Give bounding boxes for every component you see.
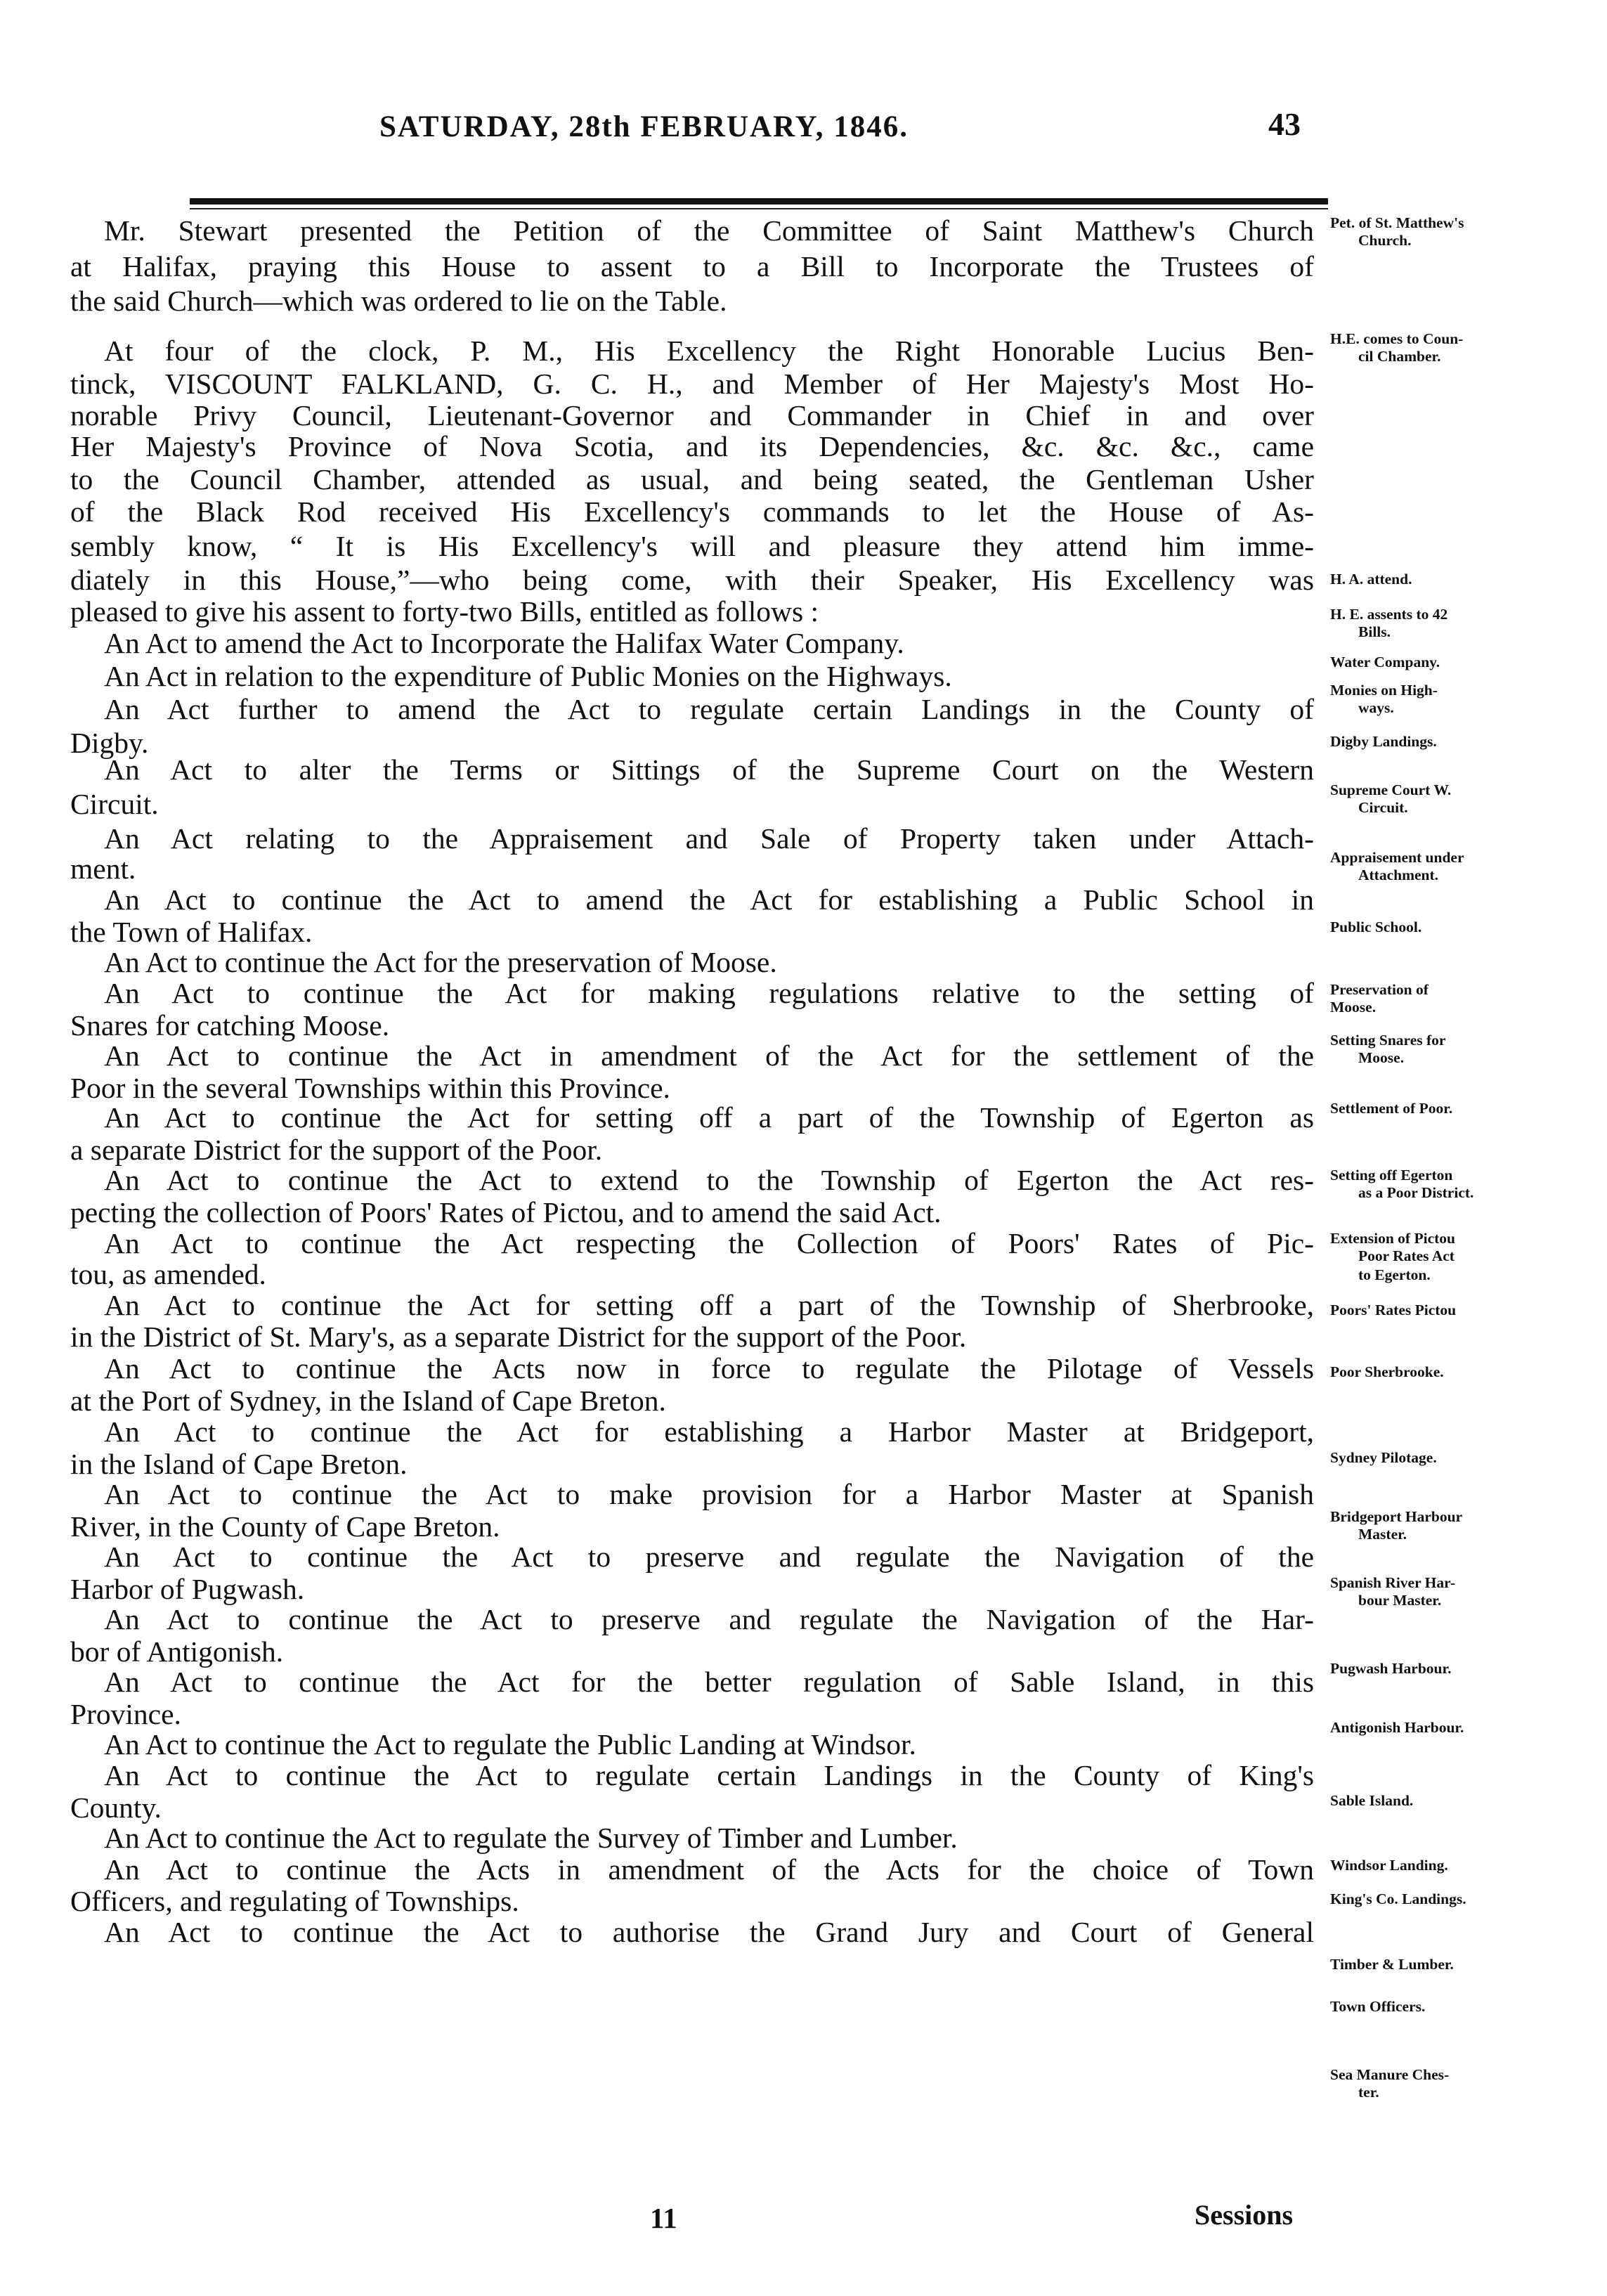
text-line: An Act in relation to the expenditure of Public Monies on the Highways.: [104, 660, 952, 692]
text-line: An Act to continue the Act to preserve and regulate the Navigation of the: [104, 1541, 1314, 1573]
margin-note: [1330, 849, 1541, 884]
text-line: An Act to continue the Act to authorise the Grand Jury and Court of General: [104, 1916, 1314, 1948]
text-line: diately in this House,”—who being come, with their Speaker, His Excellency was: [70, 564, 1314, 596]
margin-note-line: Church.: [1358, 232, 1412, 249]
margin-note: [1330, 1890, 1541, 1908]
text-line: at the Port of Sydney, in the Island of Cape Breton.: [70, 1384, 666, 1417]
margin-note-line: Poors' Rates Pictou: [1330, 1302, 1457, 1318]
text-line: An Act to continue the Act to regulate the Survey of Timber and Lumber.: [104, 1822, 958, 1854]
margin-note: [1330, 1449, 1541, 1467]
signature-mark: 11: [650, 2202, 677, 2234]
margin-note-line: Moose.: [1358, 1049, 1405, 1066]
margin-note-line: Settlement of Poor.: [1330, 1100, 1453, 1117]
margin-note-line: Setting off Egerton: [1330, 1167, 1453, 1183]
text-line: Digby.: [70, 727, 149, 759]
margin-note-line: Bills.: [1358, 623, 1391, 640]
margin-note-line: Pugwash Harbour.: [1330, 1660, 1452, 1677]
text-line: Her Majesty's Province of Nova Scotia, and its Dependencies, &c. &c. &c., came: [70, 430, 1314, 462]
margin-note: [1330, 1719, 1541, 1737]
margin-note: [1330, 1032, 1541, 1067]
text-line: pecting the collection of Poors' Rates of Pictou, and to amend the said Act.: [70, 1196, 942, 1228]
text-line: sembly know, “ It is His Excellency's will and pleasure they attend him imme-: [70, 530, 1314, 562]
text-line: ment.: [70, 852, 136, 885]
margin-note: [1330, 1100, 1541, 1117]
margin-note: [1330, 1574, 1541, 1609]
margin-note-line: bour Master.: [1358, 1592, 1442, 1609]
text-line: bor of Antigonish.: [70, 1635, 284, 1668]
text-line: Province.: [70, 1698, 181, 1730]
text-line: An Act to continue the Act for setting off a part of the Township of Sherbrooke,: [104, 1289, 1314, 1321]
margin-note-line: Spanish River Har-: [1330, 1574, 1455, 1591]
margin-note-line: Pet. of St. Matthew's: [1330, 214, 1464, 231]
margin-note: [1330, 1363, 1541, 1381]
text-line: An Act further to amend the Act to regulate certain Landings in the County of: [104, 693, 1314, 725]
margin-note: [1330, 654, 1541, 671]
margin-note-line: Preservation of: [1330, 981, 1429, 998]
margin-note-line: Attachment.: [1358, 867, 1439, 883]
text-line: to the Council Chamber, attended as usual, and being seated, the Gentleman Usher: [70, 463, 1314, 495]
margin-note: [1330, 1302, 1541, 1319]
margin-note-line: ter.: [1358, 2084, 1379, 2101]
text-line: An Act to continue the Act for the preservation of Moose.: [104, 946, 777, 978]
margin-note-line: Monies on High-: [1330, 682, 1438, 699]
text-line: An Act to continue the Act to extend to the Township of Egerton the Act res-: [104, 1164, 1314, 1196]
margin-note: [1330, 1660, 1541, 1678]
text-line: a separate District for the support of the Poor.: [70, 1134, 603, 1166]
text-line: An Act to continue the Acts in amendment of the Acts for the choice of Town: [104, 1853, 1314, 1886]
margin-note: [1330, 571, 1541, 588]
margin-note-line: Sea Manure Ches-: [1330, 2066, 1450, 2083]
margin-note-line: Timber & Lumber.: [1330, 1956, 1454, 1973]
margin-note-line: Public School.: [1330, 919, 1422, 935]
margin-note-line: H. A. attend.: [1330, 571, 1412, 588]
text-line: pleased to give his assent to forty-two Bills, entitled as follows :: [70, 595, 819, 628]
text-line: tinck, VISCOUNT FALKLAND, G. C. H., and Member of Her Majesty's Most Ho-: [70, 368, 1314, 400]
margin-note: [1330, 1167, 1541, 1202]
margin-note-line: King's Co. Landings.: [1330, 1890, 1466, 1907]
text-line: Harbor of Pugwash.: [70, 1573, 305, 1605]
text-line: An Act to continue the Act for making regulations relative to the setting of: [104, 977, 1314, 1009]
text-line: An Act to continue the Act to regulate certain Landings in the County of King's: [104, 1759, 1314, 1791]
margin-note: [1330, 1230, 1541, 1265]
margin-note-line: Master.: [1358, 1526, 1407, 1543]
margin-note: [1330, 330, 1541, 365]
text-line: in the Island of Cape Breton.: [70, 1448, 408, 1480]
text-line: An Act to continue the Act for setting off a part of the Township of Egerton as: [104, 1101, 1314, 1134]
text-line: the said Church—which was ordered to lie on the Table.: [70, 285, 727, 317]
text-line: An Act to continue the Act for establishing a Harbor Master at Bridgeport,: [104, 1415, 1314, 1448]
text-line: An Act to continue the Act respecting the Collection of Poors' Rates of Pic-: [104, 1227, 1314, 1259]
margin-note: [1330, 981, 1541, 1016]
text-line: Circuit.: [70, 788, 159, 820]
margin-note: [1330, 606, 1541, 641]
margin-note-line: Setting Snares for: [1330, 1032, 1446, 1049]
margin-note-line: Antigonish Harbour.: [1330, 1719, 1464, 1736]
text-line: in the District of St. Mary's, as a separate District for the support of the Poor.: [70, 1321, 967, 1353]
text-line: Poor in the several Townships within this Province.: [70, 1072, 670, 1104]
margin-note: [1330, 1792, 1541, 1810]
text-line: Snares for catching Moose.: [70, 1009, 390, 1042]
margin-note-line: Sydney Pilotage.: [1330, 1449, 1437, 1466]
margin-note-line: cil Chamber.: [1358, 348, 1441, 365]
margin-note: [1330, 1508, 1541, 1543]
margin-note-line: Circuit.: [1358, 799, 1408, 816]
margin-note-line: to Egerton.: [1358, 1266, 1431, 1283]
text-line: County.: [70, 1791, 162, 1824]
margin-note-line: Poor Sherbrooke.: [1330, 1363, 1444, 1380]
margin-note: [1330, 682, 1541, 717]
text-line: An Act to amend the Act to Incorporate the Halifax Water Company.: [104, 627, 904, 659]
margin-note-line: Extension of Pictou: [1330, 1230, 1455, 1247]
text-line: of the Black Rod received His Excellency's commands to let the House of As-: [70, 495, 1314, 528]
margin-note-line: ways.: [1358, 699, 1394, 716]
margin-note: [1330, 1857, 1541, 1874]
text-line: At four of the clock, P. M., His Excellency the Right Honorable Lucius Ben-: [104, 335, 1314, 367]
margin-note: [1330, 1998, 1541, 2016]
text-line: Mr. Stewart presented the Petition of the Committee of Saint Matthew's Church: [104, 214, 1314, 247]
text-line: An Act to continue the Act to make provision for a Harbor Master at Spanish: [104, 1478, 1314, 1510]
text-line: An Act relating to the Appraisement and Sale of Property taken under Attach-: [104, 822, 1314, 855]
header-rule-thin: [190, 208, 1328, 209]
text-line: An Act to continue the Act to preserve and regulate the Navigation of the Har-: [104, 1603, 1314, 1635]
margin-note: [1330, 1956, 1541, 1973]
text-line: the Town of Halifax.: [70, 916, 313, 948]
text-line: River, in the County of Cape Breton.: [70, 1510, 500, 1543]
margin-note: [1330, 919, 1541, 936]
margin-note-line: Moose.: [1330, 999, 1377, 1016]
margin-note-line: Windsor Landing.: [1330, 1857, 1448, 1874]
text-line: at Halifax, praying this House to assent to a Bill to Incorporate the Trustees of: [70, 250, 1314, 283]
margin-note-line: Water Company.: [1330, 654, 1440, 670]
margin-note-line: Town Officers.: [1330, 1998, 1426, 2015]
margin-note-line: H.E. comes to Coun-: [1330, 330, 1464, 347]
running-head: SATURDAY, 28th FEBRUARY, 1846.: [379, 110, 909, 143]
margin-note-line: Digby Landings.: [1330, 733, 1437, 750]
margin-note-line: Poor Rates Act: [1358, 1247, 1455, 1264]
margin-note-line: Bridgeport Harbour: [1330, 1508, 1463, 1525]
text-line: An Act to alter the Terms or Sittings of the Supreme Court on the Western: [104, 753, 1314, 786]
margin-note: [1330, 733, 1541, 751]
text-line: An Act to continue the Act for the better regulation of Sable Island, in this: [104, 1666, 1314, 1698]
text-line: An Act to continue the Act to amend the Act for establishing a Public School in: [104, 883, 1314, 916]
header-rule-thick: [190, 198, 1328, 205]
page-header: [0, 105, 1607, 162]
text-line: An Act to continue the Acts now in force to regulate the Pilotage of Vessels: [104, 1352, 1314, 1384]
page-number: 43: [1268, 106, 1301, 142]
margin-note: [1330, 214, 1541, 249]
margin-note-line: Appraisement under: [1330, 849, 1464, 866]
text-line: An Act to continue the Act in amendment of the Act for the settlement of the: [104, 1039, 1314, 1072]
margin-note: [1330, 781, 1541, 817]
text-line: An Act to continue the Act to regulate the Public Landing at Windsor.: [104, 1728, 916, 1760]
margin-note-line: Supreme Court W.: [1330, 781, 1452, 798]
text-line: tou, as amended.: [70, 1258, 266, 1290]
margin-note: [1330, 2066, 1541, 2101]
margin-note-line: H. E. assents to 42: [1330, 606, 1448, 623]
catchword: Sessions: [1195, 2199, 1294, 2231]
margin-note: [1330, 1266, 1541, 1284]
margin-note-line: Sable Island.: [1330, 1792, 1414, 1809]
text-line: norable Privy Council, Lieutenant-Governor and Commander in Chief in and over: [70, 399, 1314, 432]
text-line: Officers, and regulating of Townships.: [70, 1885, 519, 1917]
margin-note-line: as a Poor District.: [1358, 1184, 1474, 1201]
